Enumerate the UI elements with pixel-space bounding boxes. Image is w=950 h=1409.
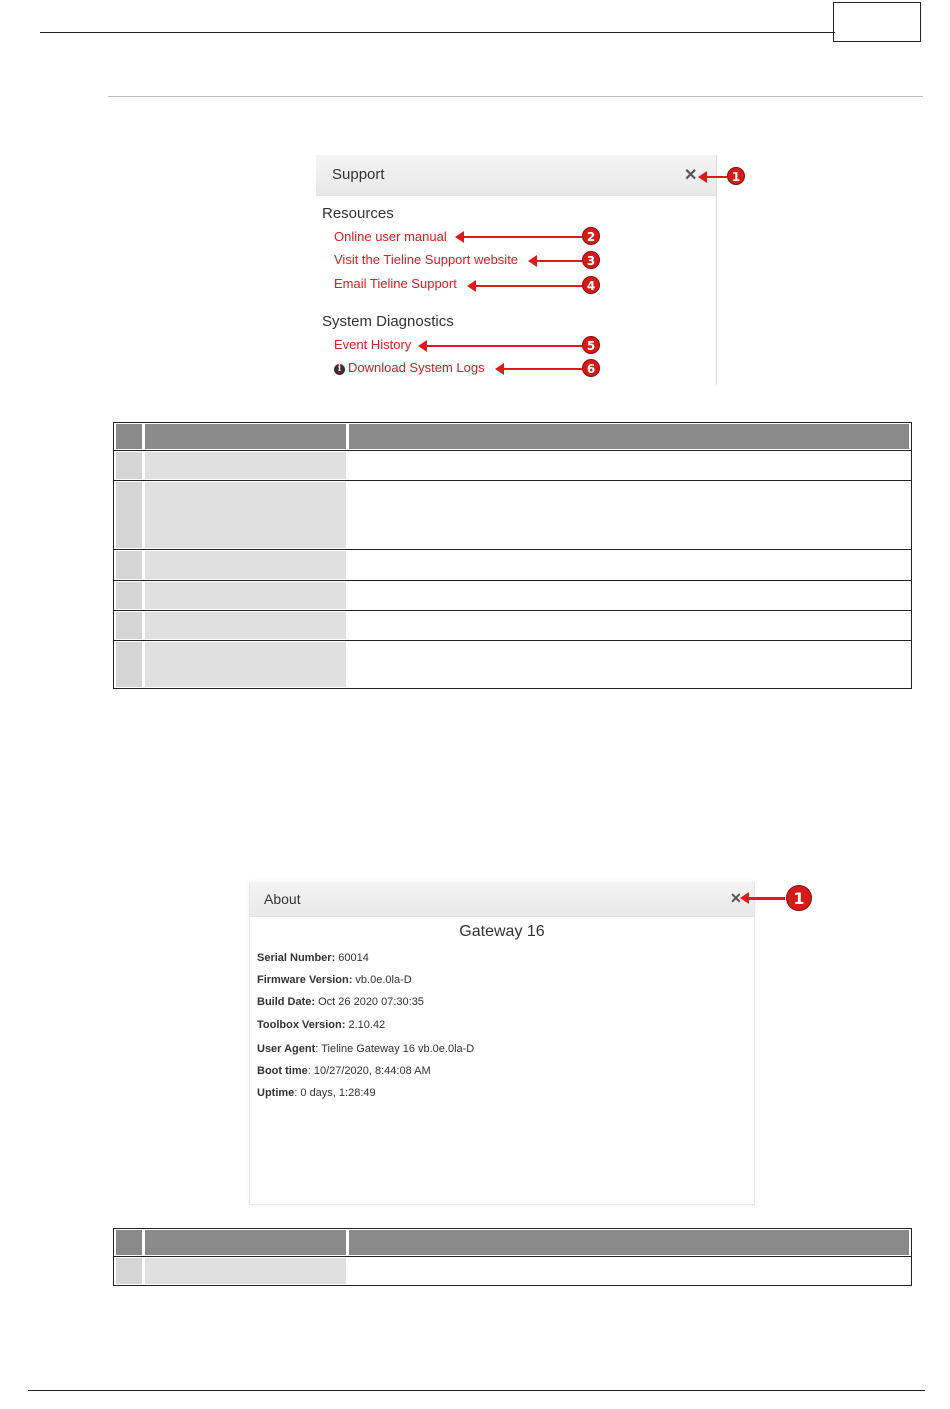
callout-arrow-1 <box>705 176 727 178</box>
close-icon[interactable]: ✕ <box>684 167 698 184</box>
callout-2: 2 <box>582 227 600 245</box>
callout-3: 3 <box>582 251 600 269</box>
table-row <box>114 549 911 580</box>
firmware-version-row: Firmware Version: vb.0e.0la-D <box>257 974 412 986</box>
serial-number-row: Serial Number: 60014 <box>257 952 369 964</box>
online-manual-link[interactable]: Online user manual <box>334 229 447 244</box>
table-row <box>114 1256 911 1285</box>
callout-arrow-2 <box>462 236 582 238</box>
callout-1b: 1 <box>786 885 812 911</box>
uptime-row: Uptime: 0 days, 1:28:49 <box>257 1087 376 1099</box>
section-divider <box>108 96 923 97</box>
table-row <box>114 640 911 688</box>
callout-arrow-3 <box>535 260 582 262</box>
toolbox-version-row: Toolbox Version: 2.10.42 <box>257 1019 386 1031</box>
callout-1: 1 <box>727 167 745 185</box>
footer-rule <box>28 1390 925 1391</box>
device-name: Gateway 16 <box>459 923 545 940</box>
table-header-row <box>114 1229 911 1256</box>
download-logs-label: Download System Logs <box>348 360 485 375</box>
page-number-box <box>833 2 921 42</box>
callout-5: 5 <box>582 336 600 354</box>
support-panel-header <box>316 155 716 196</box>
about-panel-title: About <box>264 891 301 907</box>
about-panel-header <box>250 882 754 917</box>
user-agent-row: User Agent: Tieline Gateway 16 vb.0e.0la-D <box>257 1043 475 1055</box>
support-website-link[interactable]: Visit the Tieline Support website <box>334 252 519 267</box>
event-history-link[interactable]: Event History <box>334 337 412 352</box>
support-callout-table <box>113 422 912 689</box>
table-header-row <box>114 423 911 450</box>
about-panel <box>249 882 755 1205</box>
callout-arrow-6 <box>502 368 582 370</box>
boot-time-row: Boot time: 10/27/2020, 8:44:08 AM <box>257 1065 431 1077</box>
table-row <box>114 610 911 640</box>
info-icon: i <box>334 364 345 375</box>
build-date-row: Build Date: Oct 26 2020 07:30:35 <box>257 996 424 1008</box>
callout-4: 4 <box>582 276 600 294</box>
callout-arrow-4 <box>474 285 582 287</box>
close-icon[interactable]: ✕ <box>730 890 742 906</box>
support-panel-title: Support <box>332 166 385 183</box>
about-callout-table <box>113 1228 912 1286</box>
support-panel <box>316 155 717 385</box>
email-support-link[interactable]: Email Tieline Support <box>334 276 457 291</box>
callout-arrow-1b <box>747 897 785 900</box>
download-logs-link[interactable] <box>334 360 485 375</box>
diagnostics-heading: System Diagnostics <box>322 313 454 330</box>
table-row <box>114 580 911 610</box>
callout-6: 6 <box>582 359 600 377</box>
resources-heading: Resources <box>322 205 394 222</box>
table-row <box>114 480 911 549</box>
header-rule <box>40 32 835 33</box>
table-row <box>114 450 911 480</box>
callout-arrow-5 <box>425 345 582 347</box>
